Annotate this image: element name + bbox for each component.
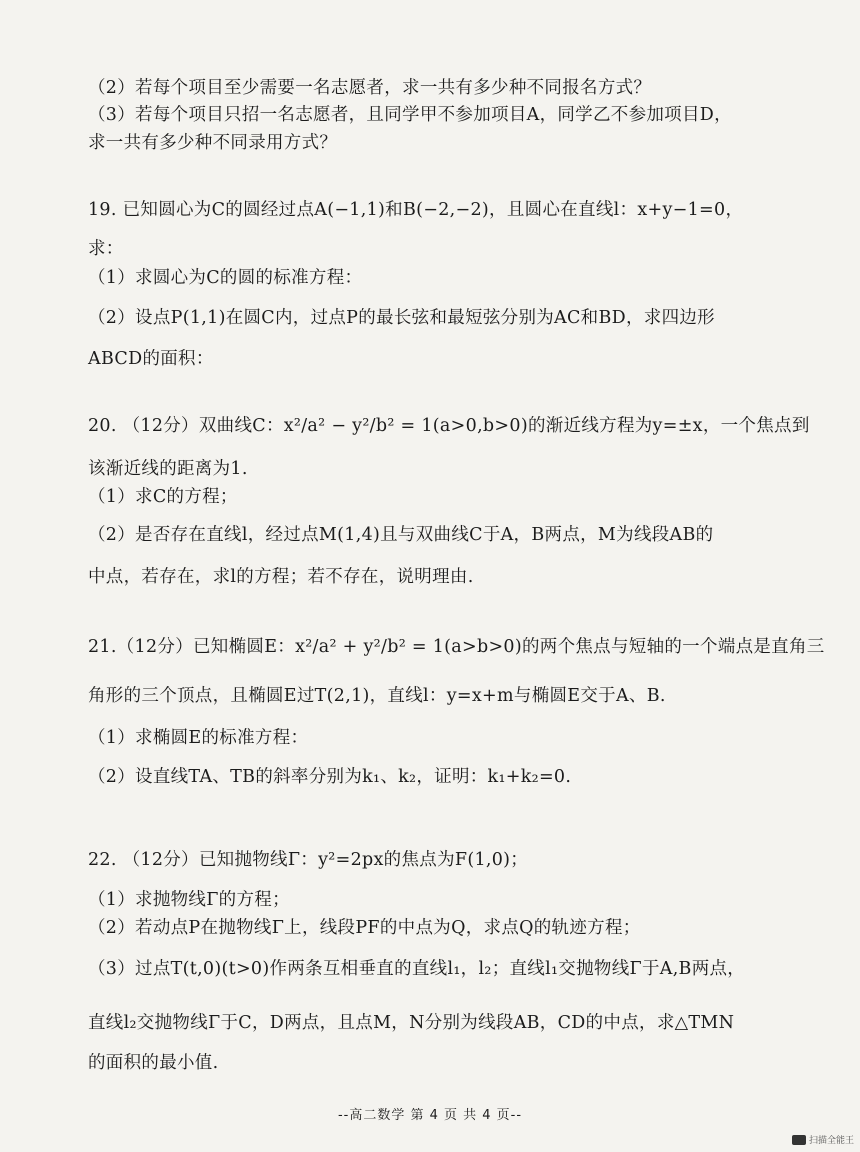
q22-stem: 22. （12分）已知抛物线Γ：y²=2px的焦点为F(1,0)； [88, 850, 529, 870]
q22-part3: （3）过点T(t,0)(t>0)作两条互相垂直的直线l₁，l₂；直线l₁交抛物线Γ于A,B两点， [88, 959, 746, 979]
q22-part1: （1）求抛物线Γ的方程； [88, 890, 290, 910]
q21-stem-cont: 角形的三个顶点，且椭圆E过T(2,1)，直线l：y=x+m与椭圆E交于A、B. [88, 686, 666, 706]
q19-part2-cont: ABCD的面积： [88, 349, 214, 369]
q19-part1: （1）求圆心为C的圆的标准方程： [88, 268, 363, 288]
q19-stem-cont: 求： [88, 239, 124, 259]
watermark-text: 扫描全能王 [808, 1136, 854, 1146]
q21-part2: （2）设直线TA、TB的斜率分别为k₁、k₂，证明：k₁+k₂=0. [88, 767, 572, 787]
page-footer: --高二数学 第 4 页 共 4 页-- [337, 1108, 523, 1123]
q21-part1: （1）求椭圆E的标准方程： [88, 728, 309, 748]
q22-part3-end: 的面积的最小值. [88, 1053, 219, 1073]
q22-part3-cont: 直线l₂交抛物线Γ于C，D两点，且点M，N分别为线段AB，CD的中点，求△TMN [88, 1013, 735, 1033]
q20-part2: （2）是否存在直线l，经过点M(1,4)且与双曲线C于A，B两点，M为线段AB的 [88, 525, 714, 545]
q19-stem: 19. 已知圆心为C的圆经过点A(−1,1)和B(−2,−2)，且圆心在直线l：x+y−1=0， [88, 200, 744, 220]
q20-part2-cont: 中点，若存在，求l的方程；若不存在，说明理由. [88, 567, 474, 587]
q18-part3: （3）若每个项目只招一名志愿者，且同学甲不参加项目A，同学乙不参加项目D， [88, 105, 732, 125]
q20-part1: （1）求C的方程； [88, 487, 238, 507]
q21-stem: 21.（12分）已知椭圆E：x²/a² + y²/b² = 1(a>b>0)的两个焦点与短轴的一个端点是直角三 [88, 637, 825, 657]
q18-part3-cont: 求一共有多少种不同录用方式？ [88, 133, 338, 153]
q18-part2: （2）若每个项目至少需要一名志愿者，求一共有多少种不同报名方式？ [88, 78, 652, 98]
scanner-watermark [792, 1133, 854, 1146]
q22-part2: （2）若动点P在抛物线Γ上，线段PF的中点为Q，求点Q的轨迹方程； [88, 918, 641, 938]
q20-stem: 20. （12分）双曲线C：x²/a² − y²/b² = 1(a>0,b>0)的渐近线方程为y=±x，一个焦点到 [88, 416, 810, 436]
scanner-logo-icon [792, 1135, 806, 1145]
q20-stem-cont: 该渐近线的距离为1. [88, 459, 248, 479]
q19-part2: （2）设点P(1,1)在圆C内，过点P的最长弦和最短弦分别为AC和BD，求四边形 [88, 308, 715, 328]
